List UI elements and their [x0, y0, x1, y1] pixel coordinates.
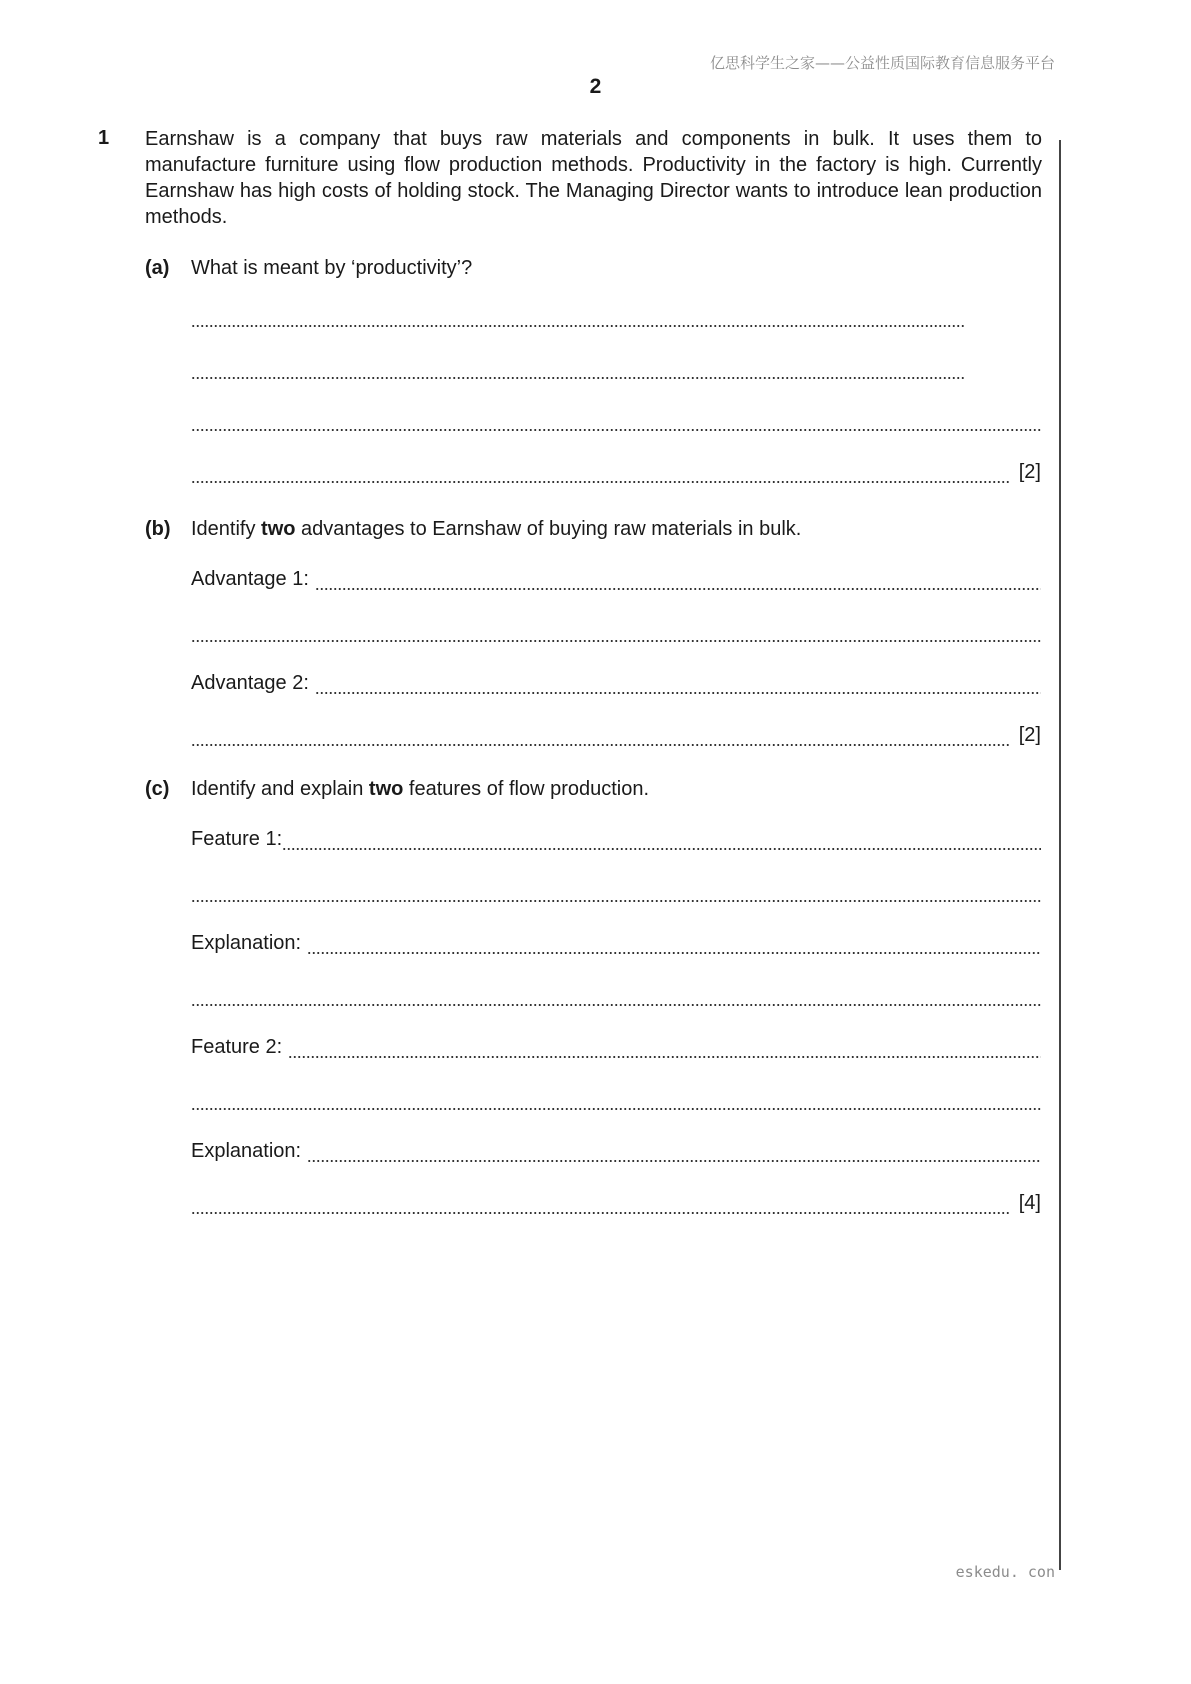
dotted-line	[191, 619, 1041, 643]
dotted-line	[191, 460, 1011, 484]
dotted-line	[191, 1191, 1011, 1215]
question-number: 1	[98, 127, 110, 149]
answer-line-a2[interactable]	[191, 356, 966, 380]
watermark-top: 亿思科学生之家——公益性质国际教育信息服务平台	[709, 54, 1055, 72]
part-a-text: What is meant by ‘productivity’?	[191, 257, 473, 279]
page-number: 2	[589, 75, 602, 98]
answer-line-c4[interactable]	[191, 983, 1041, 1007]
dotted-line	[191, 304, 966, 328]
explanation-1-label: Explanation:	[191, 932, 302, 954]
dotted-line	[315, 567, 1041, 591]
feature-2-line[interactable]	[191, 1035, 1041, 1059]
dotted-line	[307, 1139, 1041, 1163]
dotted-line	[191, 983, 1041, 1007]
answer-line-c6[interactable]	[191, 1087, 1041, 1111]
dotted-line	[191, 408, 1041, 432]
dotted-line	[282, 827, 1041, 851]
dotted-line	[191, 356, 966, 380]
answer-line-b4[interactable]	[191, 723, 1041, 747]
part-c-text: Identify and explain two features of flow production.	[191, 778, 650, 800]
feature-2-label: Feature 2:	[191, 1036, 283, 1058]
advantage-2-label: Advantage 2:	[191, 672, 309, 694]
explanation-1-line[interactable]	[191, 931, 1041, 955]
dotted-line	[191, 879, 1041, 903]
dotted-line	[191, 723, 1011, 747]
dotted-line	[191, 1087, 1041, 1111]
advantage-2-line[interactable]	[191, 671, 1041, 695]
advantage-1-label: Advantage 1:	[191, 568, 309, 590]
explanation-2-line[interactable]	[191, 1139, 1041, 1163]
answer-line-a3[interactable]	[191, 408, 1041, 432]
part-c-label: (c)	[145, 778, 170, 800]
question-stem: Earnshaw is a company that buys raw materials and components in bulk. It uses them to manufacture furniture using flow production methods. Productivity in the factory is high. Currently Earnshaw has high costs of holding stock. The Managing Director wants to introduce lean production methods.	[145, 128, 1042, 228]
dotted-line	[315, 671, 1041, 695]
answer-line-a4[interactable]	[191, 460, 1041, 484]
advantage-1-line[interactable]	[191, 567, 1041, 591]
mark-allocation-b: [2]	[1018, 724, 1041, 746]
margin-line	[1059, 140, 1061, 1570]
part-b-text: Identify two advantages to Earnshaw of buying raw materials in bulk.	[191, 518, 802, 540]
dotted-line	[288, 1035, 1041, 1059]
answer-line-b2[interactable]	[191, 619, 1041, 643]
answer-line-c2[interactable]	[191, 879, 1041, 903]
answer-line-c8[interactable]	[191, 1191, 1041, 1215]
watermark-bottom: eskedu. con	[955, 1563, 1055, 1581]
answer-line-a1[interactable]	[191, 304, 966, 328]
part-a-label: (a)	[145, 257, 170, 279]
part-b-label: (b)	[145, 518, 171, 540]
mark-allocation-c: [4]	[1018, 1192, 1041, 1214]
mark-allocation-a: [2]	[1018, 461, 1041, 483]
feature-1-line[interactable]	[191, 827, 1041, 851]
dotted-line	[307, 931, 1041, 955]
feature-1-label: Feature 1:	[191, 828, 283, 850]
explanation-2-label: Explanation:	[191, 1140, 302, 1162]
